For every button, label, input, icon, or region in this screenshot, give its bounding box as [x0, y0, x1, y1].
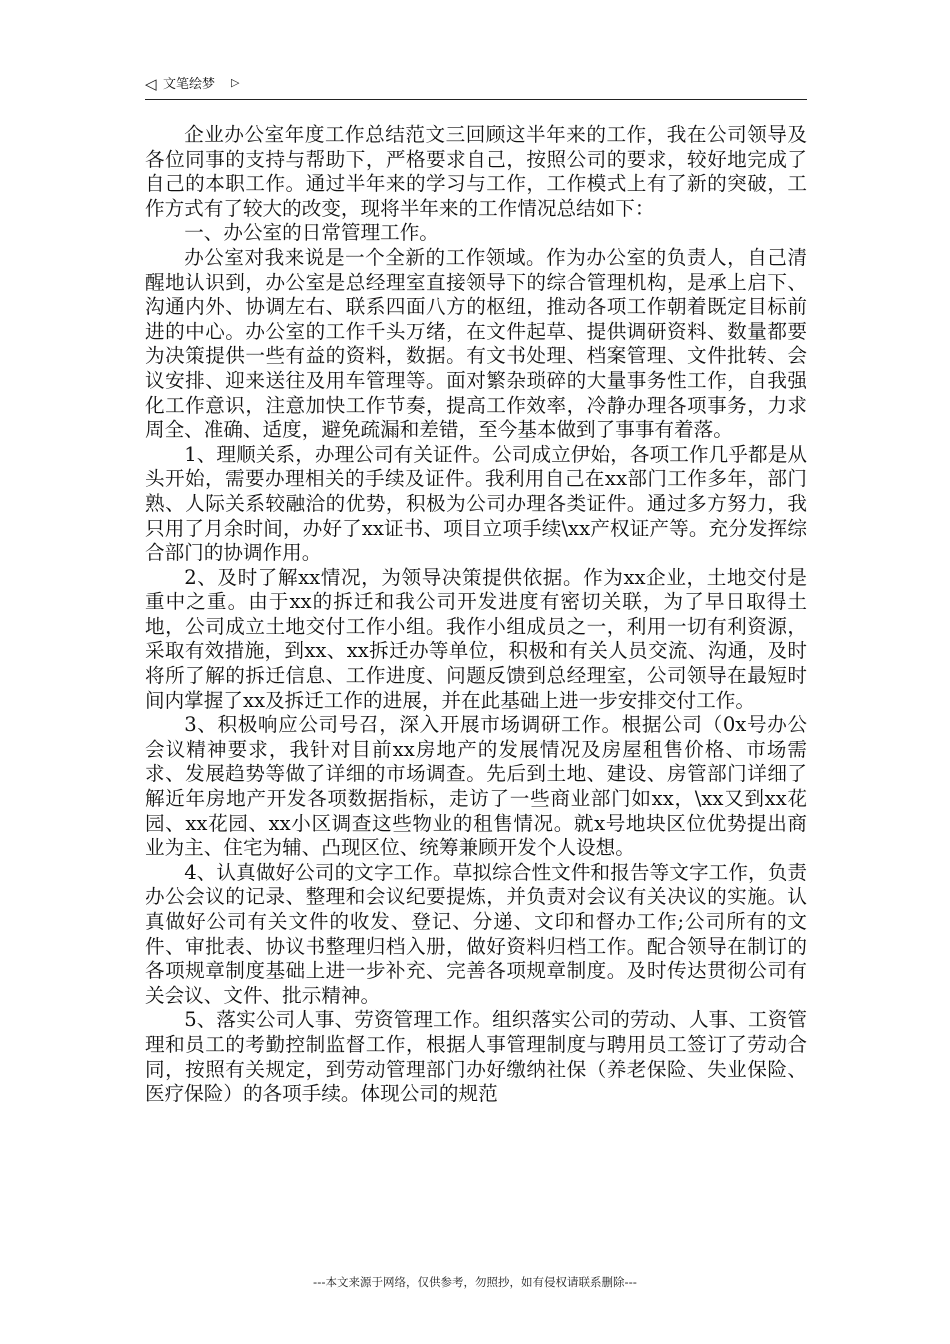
paragraph-item-4: 4、认真做好公司的文字工作。草拟综合性文件和报告等文字工作，负责办公会议的记录、整理和会议纪要提炼，并负责对会议有关决议的实施。认真做好公司有关文件的收发、登记、分递、文印和督办工作;公司所有的文件、审批表、协议书整理归档入册，做好资料归档工作。配合领导在制订的各项规章制度基础上进一步补充、完善各项规章制度。及时传达贯彻公司有关会议、文件、批示精神。 — [145, 860, 807, 1007]
paragraph-intro: 企业办公室年度工作总结范文三回顾这半年来的工作，我在公司领导及各位同事的支持与帮助下，严格要求自己，按照公司的要求，较好地完成了自己的本职工作。通过半年来的学习与工作，工作模式上有了新的突破，工作方式有了较大的改变，现将半年来的工作情况总结如下： — [145, 123, 807, 220]
paragraph-item-2: 2、及时了解xx情况，为领导决策提供依据。作为xx企业，土地交付是重中之重。由于xx的拆迁和我公司开发进度有密切关联，为了早日取得土地，公司成立土地交付工作小组。我作小组成员之一，利用一切有利资源，采取有效措施，到xx、xx拆迁办等单位，积极和有关人员交流、沟通，及时将所了解的拆迁信息、工作进度、问题反馈到总经理室，公司领导在最短时间内掌握了xx及拆迁工作的进展，并在此基础上进一步安排交付工作。 — [145, 565, 807, 712]
left-triangle-icon: ◁ — [145, 75, 157, 93]
document-body — [145, 123, 807, 1107]
header-brand: 文笔绘梦 — [163, 77, 216, 92]
paragraph-item-3: 3、积极响应公司号召，深入开展市场调研工作。根据公司（0x号办公会议精神要求，我针对目前xx房地产的发展情况及房屋租售价格、市场需求、发展趋势等做了详细的市场调查。先后到土地、建设、房管部门详细了解近年房地产开发各项数据指标，走访了一些商业部门如xx，\xx又到xx花园、xx花园、xx小区调查这些物业的租售情况。就x号地块区位优势提出商业为主、住宅为辅、凸现区位、统筹兼顾开发个人设想。 — [145, 713, 807, 860]
paragraph-office-overview: 办公室对我来说是一个全新的工作领域。作为办公室的负责人，自己清醒地认识到，办公室是总经理室直接领导下的综合管理机构，是承上启下、沟通内外、协调左右、联系四面八方的枢纽，推动各项工作朝着既定目标前进的中心。办公室的工作千头万绪，在文件起草、提供调研资料、数量都要为决策提供一些有益的资料，数据。有文书处理、档案管理、文件批转、会议安排、迎来送往及用车管理等。面对繁杂琐碎的大量事务性工作，自我强化工作意识，注意加快工作节奏，提高工作效率，冷静办理各项事务，力求周全、准确、适度，避免疏漏和差错，至今基本做到了事事有着落。 — [145, 245, 807, 442]
section-heading: 一、办公室的日常管理工作。 — [184, 221, 439, 245]
paragraph-item-5: 5、落实公司人事、劳资管理工作。组织落实公司的劳动、人事、工资管理和员工的考勤控制监督工作，根据人事管理制度与聘用员工签订了劳动合同，按照有关规定，到劳动管理部门办好缴纳社保（养老保险、失业保险、医疗保险）的各项手续。体现公司的规范 — [145, 1008, 807, 1106]
page-header — [145, 73, 807, 100]
right-triangle-icon: ▷ — [231, 76, 240, 89]
page-footer-disclaimer: ---本文来源于网络，仅供参考，勿照抄，如有侵权请联系删除--- — [313, 1275, 637, 1289]
paragraph-item-1: 1、理顺关系，办理公司有关证件。公司成立伊始，各项工作几乎都是从头开始，需要办理相关的手续及证件。我利用自己在xx部门工作多年，部门熟、人际关系较融洽的优势，积极为公司办理各类证件。通过多方努力，我只用了月余时间，办好了xx证书、项目立项手续\xx产权证产等。充分发挥综合部门的协调作用。 — [145, 442, 807, 565]
